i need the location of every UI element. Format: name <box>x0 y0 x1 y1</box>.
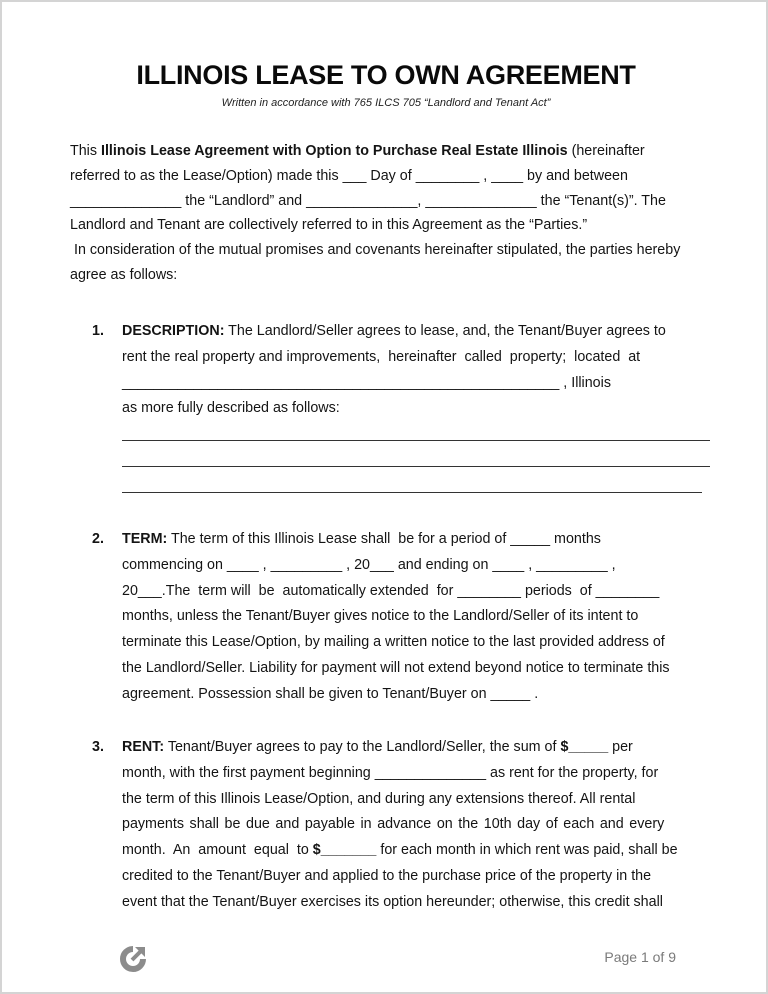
refresh-arrow-logo-icon <box>118 944 148 974</box>
section-heading: TERM: <box>122 531 168 547</box>
property-address-blank: _______________________________________________________ , Illinois <box>122 374 611 391</box>
section-heading: DESCRIPTION: <box>122 323 225 339</box>
description-blank-line <box>122 474 702 500</box>
intro-line-6: agree as follows: <box>70 266 178 283</box>
agreement-name: Illinois Lease Agreement with Option to Purchase Real Estate Illinois <box>100 143 568 159</box>
section-text: per <box>608 739 633 755</box>
section-line <box>122 319 722 345</box>
section-line <box>122 527 722 553</box>
section-description <box>92 319 722 500</box>
intro-line-2: referred to as the Lease/Option) made this ___ Day of ________ , ____ by and between <box>70 167 628 184</box>
intro-text: This <box>70 143 101 159</box>
description-blank-line <box>122 422 710 448</box>
intro-line-5: In consideration of the mutual promises and covenants hereinafter stipulated, the parties hereby <box>70 242 681 259</box>
intro-paragraph <box>70 139 720 288</box>
section-line: credited to the Tenant/Buyer and applied to the purchase price of the property in the <box>122 867 652 884</box>
section-number: 1. <box>92 323 104 339</box>
section-line: months, unless the Tenant/Buyer gives notice to the Landlord/Seller of its intent to <box>122 608 639 625</box>
section-line: payments shall be due and payable in advance on the 10th day of each and every <box>122 816 665 833</box>
section-rent <box>92 735 722 916</box>
section-text: Tenant/Buyer agrees to pay to the Landlord/Seller, the sum of <box>164 739 561 755</box>
section-line: agreement. Possession shall be given to Tenant/Buyer on _____ . <box>122 685 539 702</box>
section-line: event that the Tenant/Buyer exercises its option hereunder; otherwise, this credit shall <box>122 893 663 910</box>
intro-line-4: Landlord and Tenant are collectively referred to in this Agreement as the “Parties.” <box>70 217 588 234</box>
section-number: 3. <box>92 739 104 755</box>
document-subtitle: Written in accordance with 765 ILCS 705 “Landlord and Tenant Act” <box>221 97 551 109</box>
credit-amount-blank: $_______ <box>312 842 377 859</box>
section-text: for each month in which rent was paid, shall be <box>376 842 678 859</box>
intro-line-1 <box>70 139 720 164</box>
section-text: The Landlord/Seller agrees to lease, and, the Tenant/Buyer agrees to <box>224 323 666 339</box>
intro-text: (hereinafter <box>567 143 645 159</box>
section-line: rent the real property and improvements, hereinafter called property; located at <box>122 348 641 365</box>
page-number: Page 1 of 9 <box>604 949 676 965</box>
section-line: commencing on ____ , _________ , 20___ and ending on ____ , _________ , <box>122 556 616 573</box>
section-text: The term of this Illinois Lease shall be for a period of _____ months <box>167 531 601 547</box>
section-line: the Landlord/Seller. Liability for payment will not extend beyond notice to terminate this <box>122 659 670 676</box>
intro-line-3: ______________ the “Landlord” and ______________, ______________ the “Tenant(s)”. The <box>70 192 666 209</box>
section-line: 20___.The term will be automatically extended for ________ periods of ________ <box>122 582 660 599</box>
section-number: 2. <box>92 531 104 547</box>
rent-amount-blank: $_____ <box>560 739 609 755</box>
section-term <box>92 527 722 708</box>
section-heading: RENT: <box>122 739 165 755</box>
section-line <box>122 735 722 761</box>
section-line: terminate this Lease/Option, by mailing a written notice to the last provided address of <box>122 634 665 651</box>
document-title: ILLINOIS LEASE TO OWN AGREEMENT <box>136 60 636 90</box>
description-blank-line <box>122 448 710 474</box>
section-text: month. An amount equal to <box>122 842 313 859</box>
section-line: as more fully described as follows: <box>122 400 340 417</box>
section-line <box>122 838 722 864</box>
section-line: the term of this Illinois Lease/Option, and during any extensions thereof. All rental <box>122 790 636 807</box>
section-line: month, with the first payment beginning ______________ as rent for the property, for <box>122 764 659 781</box>
